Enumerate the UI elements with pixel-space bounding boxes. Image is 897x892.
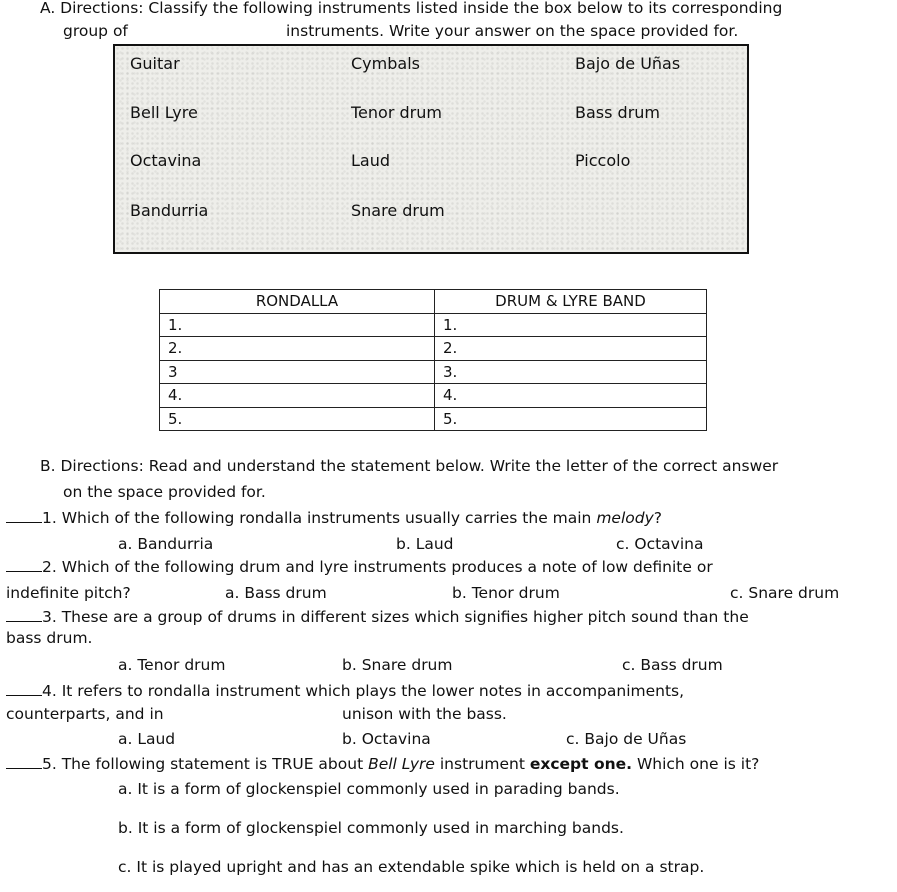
table-cell[interactable]: 5. bbox=[435, 407, 707, 431]
table-cell[interactable]: 1. bbox=[435, 313, 707, 337]
question-1-italic: melody bbox=[596, 509, 654, 527]
table-cell[interactable]: 1. bbox=[160, 313, 435, 337]
instrument-item: Bell Lyre bbox=[130, 103, 198, 122]
question-5-italic: Bell Lyre bbox=[368, 755, 435, 773]
table-row bbox=[160, 384, 707, 408]
instrument-item: Bandurria bbox=[130, 201, 209, 220]
table-cell[interactable]: 4. bbox=[160, 384, 435, 408]
question-5-option-c: c. It is played upright and has an extendable spike which is held on a strap. bbox=[118, 858, 705, 876]
answer-blank[interactable] bbox=[6, 683, 42, 696]
answer-blank[interactable] bbox=[6, 609, 42, 622]
question-4-continuation-right: unison with the bass. bbox=[342, 705, 507, 723]
answer-blank[interactable] bbox=[6, 510, 42, 523]
table-row bbox=[160, 360, 707, 384]
instrument-item: Snare drum bbox=[351, 201, 445, 220]
instrument-box bbox=[113, 44, 749, 254]
table-cell[interactable]: 2. bbox=[435, 337, 707, 361]
answer-blank[interactable] bbox=[6, 559, 42, 572]
table-row bbox=[160, 313, 707, 337]
question-3-text: 3. These are a group of drums in different sizes which signifies higher pitch sound than the bbox=[42, 608, 749, 626]
answer-blank[interactable] bbox=[6, 756, 42, 769]
question-4-continuation-left: counterparts, and in bbox=[6, 705, 164, 723]
question-3-option-c: c. Bass drum bbox=[622, 656, 723, 674]
question-4-option-c: c. Bajo de Uñas bbox=[566, 730, 687, 748]
question-4-option-b: b. Octavina bbox=[342, 730, 431, 748]
question-2-continuation: indefinite pitch? bbox=[6, 584, 131, 602]
instrument-item: Guitar bbox=[130, 54, 180, 73]
table-cell[interactable]: 2. bbox=[160, 337, 435, 361]
table-cell[interactable]: 4. bbox=[435, 384, 707, 408]
question-1-option-a: a. Bandurria bbox=[118, 535, 214, 553]
instrument-item: Piccolo bbox=[575, 151, 631, 170]
question-4-text: 4. It refers to rondalla instrument which plays the lower notes in accompaniments, bbox=[42, 682, 685, 700]
question-2 bbox=[6, 558, 713, 576]
question-5-option-a: a. It is a form of glockenspiel commonly used in parading bands. bbox=[118, 780, 620, 798]
question-3-option-a: a. Tenor drum bbox=[118, 656, 226, 674]
instrument-item: Bass drum bbox=[575, 103, 660, 122]
part-a-directions-line1: A. Directions: Classify the following instruments listed inside the box below to its corresponding bbox=[40, 0, 783, 17]
table-row bbox=[160, 407, 707, 431]
question-5-option-b: b. It is a form of glockenspiel commonly used in marching bands. bbox=[118, 819, 624, 837]
table-cell[interactable]: 5. bbox=[160, 407, 435, 431]
question-2-option-b: b. Tenor drum bbox=[452, 584, 560, 602]
part-b-directions-line1: B. Directions: Read and understand the statement below. Write the letter of the correct answer bbox=[40, 457, 779, 475]
table-header-drum-lyre: DRUM & LYRE BAND bbox=[435, 290, 707, 314]
question-1-option-b: b. Laud bbox=[396, 535, 454, 553]
question-1-text: 1. Which of the following rondalla instruments usually carries the main bbox=[42, 509, 597, 527]
question-3-continuation: bass drum. bbox=[6, 629, 93, 647]
instrument-item: Tenor drum bbox=[351, 103, 442, 122]
table-header-rondalla: RONDALLA bbox=[160, 290, 435, 314]
instrument-item: Bajo de Uñas bbox=[575, 54, 681, 73]
question-5-text-pre: 5. The following statement is TRUE about bbox=[42, 755, 369, 773]
question-1-end: ? bbox=[653, 509, 662, 527]
question-2-text: 2. Which of the following drum and lyre instruments produces a note of low definite or bbox=[42, 558, 713, 576]
instrument-item: Laud bbox=[351, 151, 391, 170]
part-a-directions-line2-left: group of bbox=[63, 22, 128, 40]
question-3-option-b: b. Snare drum bbox=[342, 656, 453, 674]
question-5 bbox=[6, 755, 759, 773]
part-b-directions-line2: on the space provided for. bbox=[63, 483, 266, 501]
question-4 bbox=[6, 682, 684, 700]
instrument-item: Octavina bbox=[130, 151, 202, 170]
table-cell[interactable]: 3 bbox=[160, 360, 435, 384]
part-a-directions-line2-right: instruments. Write your answer on the space provided for. bbox=[286, 22, 739, 40]
table-cell[interactable]: 3. bbox=[435, 360, 707, 384]
question-1-option-c: c. Octavina bbox=[616, 535, 704, 553]
question-2-option-c: c. Snare drum bbox=[730, 584, 840, 602]
question-5-bold: except one. bbox=[529, 755, 633, 773]
question-3 bbox=[6, 608, 749, 626]
question-4-option-a: a. Laud bbox=[118, 730, 176, 748]
question-2-option-a: a. Bass drum bbox=[225, 584, 327, 602]
question-5-text-end: Which one is it? bbox=[632, 755, 760, 773]
classification-table bbox=[159, 289, 707, 431]
question-5-text-mid: instrument bbox=[434, 755, 530, 773]
table-header-row bbox=[160, 290, 707, 314]
question-1 bbox=[6, 509, 662, 527]
instrument-item: Cymbals bbox=[351, 54, 420, 73]
table-row bbox=[160, 337, 707, 361]
